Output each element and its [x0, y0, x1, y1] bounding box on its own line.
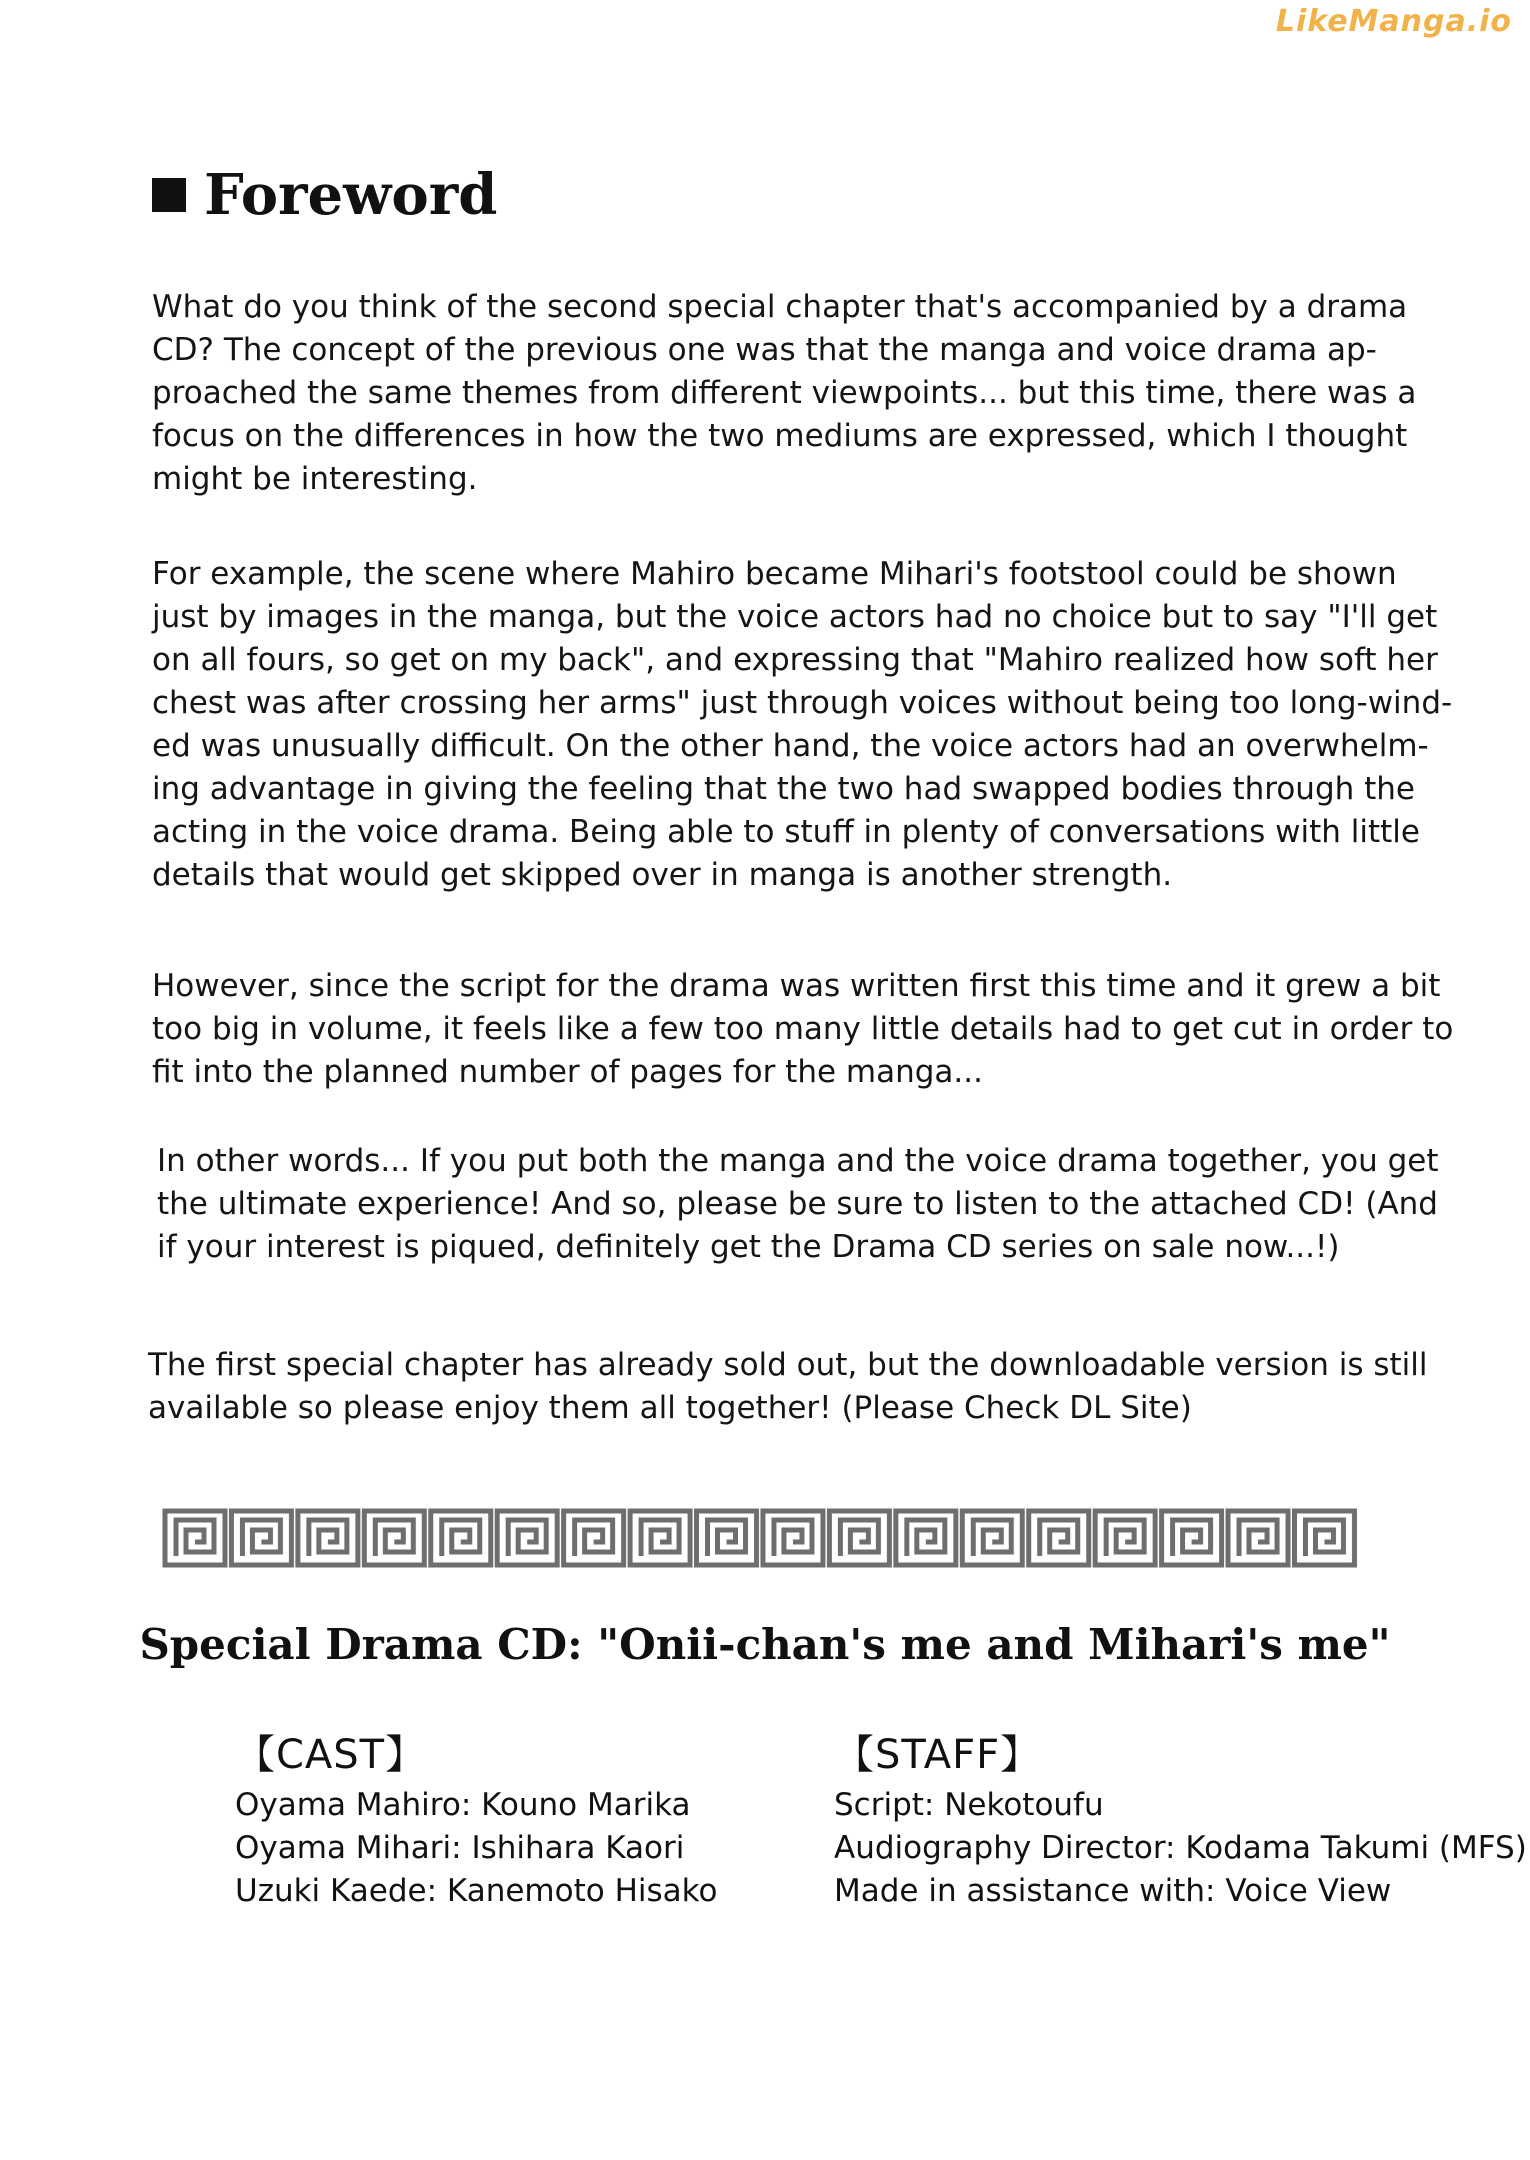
heading-text: Foreword — [204, 162, 498, 228]
staff-row: Script: Nekotoufu — [834, 1787, 1104, 1823]
foreword-heading — [152, 162, 497, 228]
square-bullet-icon — [152, 178, 186, 212]
paragraph-line: the ultimate experience! And so, please be sure to listen to the attached CD! (And — [157, 1186, 1438, 1222]
paragraph-line: just by images in the manga, but the voice actors had no choice but to say "I'll get — [152, 599, 1438, 635]
paragraph-line: focus on the differences in how the two mediums are expressed, which I thought — [152, 418, 1408, 454]
paragraph-line: acting in the voice drama. Being able to stuff in plenty of conversations with little — [152, 814, 1420, 850]
drama-cd-title: Special Drama CD: "Onii-chan's me and Mihari's me" — [139, 1620, 1391, 1669]
paragraph-2 — [152, 553, 1453, 897]
paragraph-1 — [152, 286, 1417, 501]
cast-row: Oyama Mahiro: Kouno Marika — [235, 1787, 691, 1823]
paragraph-line: fit into the planned number of pages for the manga... — [152, 1054, 983, 1090]
paragraph-line: details that would get skipped over in manga is another strength. — [152, 857, 1173, 893]
staff-list — [834, 1730, 1527, 1913]
paragraph-line: chest was after crossing her arms" just through voices without being too long-wind- — [152, 685, 1453, 721]
paragraph-line: if your interest is piqued, definitely get the Drama CD series on sale now...!) — [157, 1229, 1340, 1265]
greek-key-border — [162, 1508, 1358, 1568]
paragraph-4 — [157, 1140, 1439, 1269]
staff-heading: 【STAFF】 — [834, 1732, 1042, 1778]
cast-list — [235, 1730, 717, 1913]
paragraph-line: CD? The concept of the previous one was that the manga and voice drama ap- — [152, 332, 1377, 368]
cast-row: Uzuki Kaede: Kanemoto Hisako — [235, 1873, 718, 1909]
staff-row: Made in assistance with: Voice View — [834, 1873, 1392, 1909]
cast-row: Oyama Mihari: Ishihara Kaori — [235, 1830, 685, 1866]
paragraph-line: For example, the scene where Mahiro became Mihari's footstool could be shown — [152, 556, 1397, 592]
cast-heading: 【CAST】 — [235, 1732, 427, 1778]
paragraph-line: However, since the script for the drama was written first this time and it grew a bit — [152, 968, 1441, 1004]
site-watermark: LikeManga.io — [1275, 4, 1512, 39]
staff-row: Audiography Director: Kodama Takumi (MFS) — [834, 1830, 1527, 1866]
paragraph-line: proached the same themes from different viewpoints... but this time, there was a — [152, 375, 1417, 411]
paragraph-line: available so please enjoy them all together! (Please Check DL Site) — [148, 1390, 1192, 1426]
paragraph-line: ing advantage in giving the feeling that the two had swapped bodies through the — [152, 771, 1415, 807]
paragraph-line: In other words... If you put both the manga and the voice drama together, you get — [157, 1143, 1439, 1179]
paragraph-3 — [152, 965, 1454, 1094]
paragraph-5 — [148, 1344, 1428, 1430]
paragraph-line: too big in volume, it feels like a few too many little details had to get cut in order to — [152, 1011, 1454, 1047]
paragraph-line: ed was unusually difficult. On the other hand, the voice actors had an overwhelm- — [152, 728, 1429, 764]
paragraph-line: The first special chapter has already sold out, but the downloadable version is still — [148, 1347, 1428, 1383]
paragraph-line: on all fours, so get on my back", and expressing that "Mahiro realized how soft her — [152, 642, 1438, 678]
paragraph-line: What do you think of the second special chapter that's accompanied by a drama — [152, 289, 1408, 325]
paragraph-line: might be interesting. — [152, 461, 478, 497]
